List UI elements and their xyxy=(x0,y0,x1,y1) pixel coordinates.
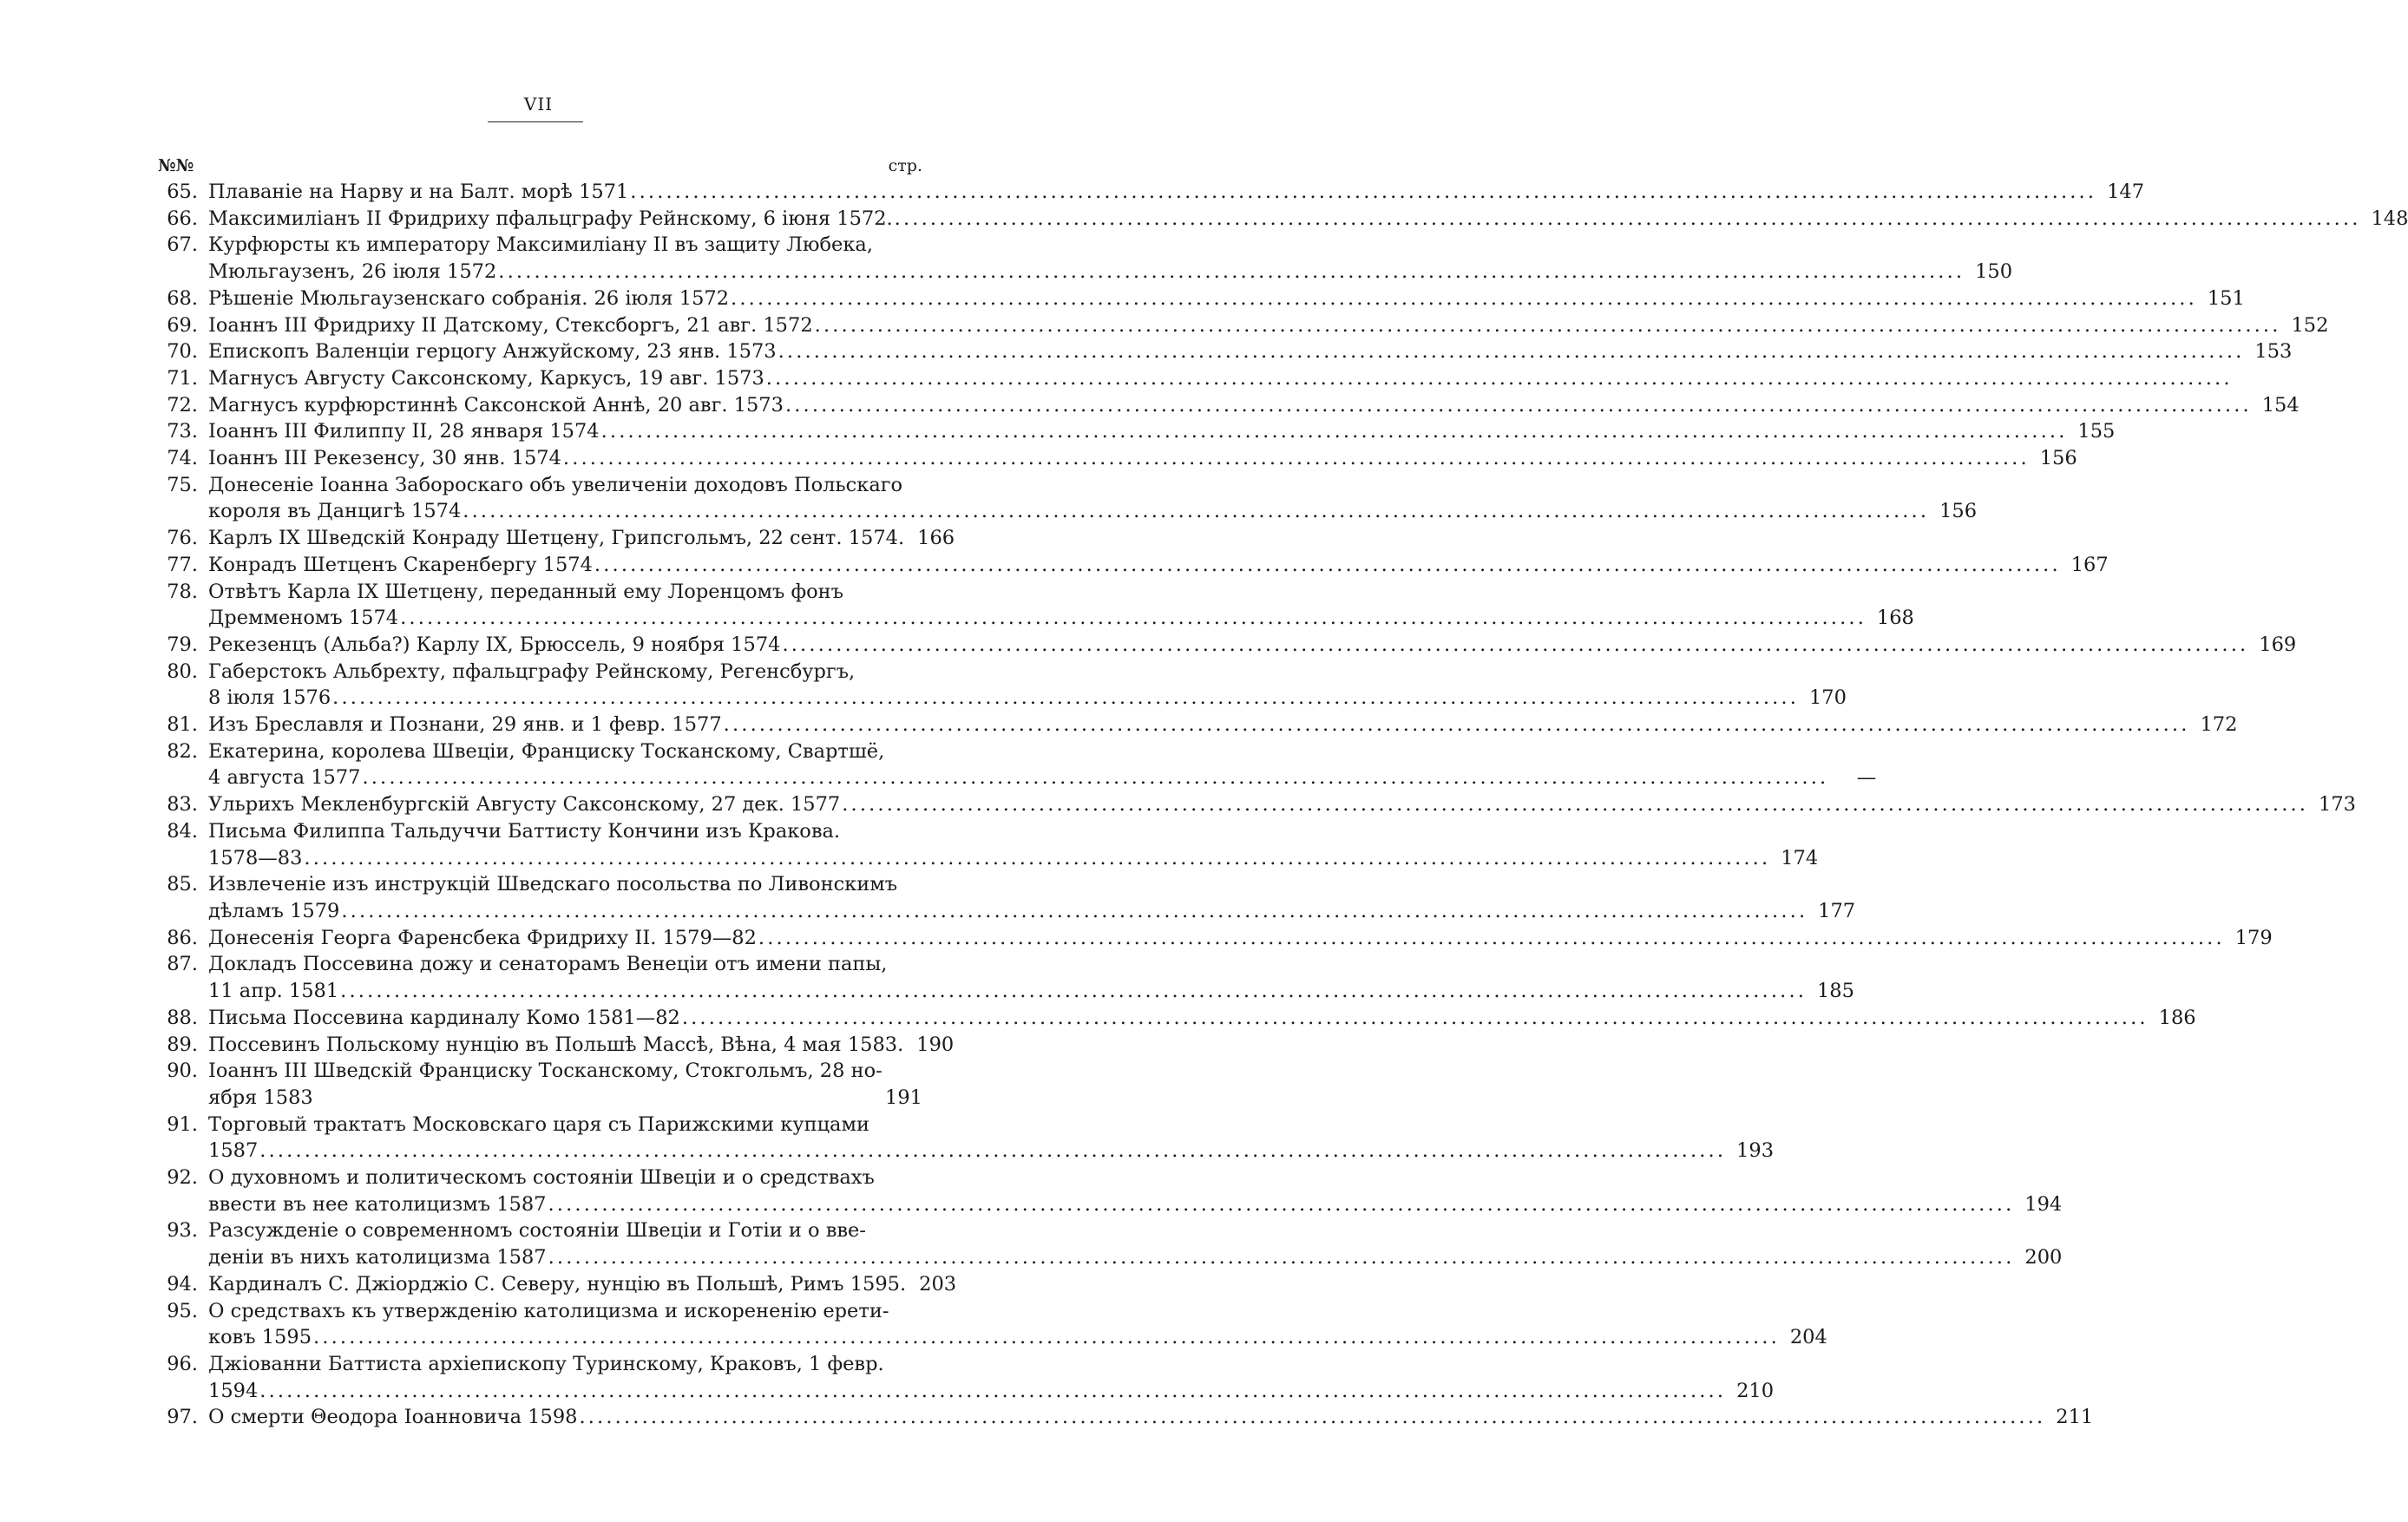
toc-entry xyxy=(156,1058,922,1111)
toc-entry xyxy=(156,285,2245,312)
dot-leader xyxy=(766,365,2228,392)
dot-leader xyxy=(815,312,2277,339)
entry-title-line: Курфюрсты къ императору Максимилiану II въ защиту Любека, xyxy=(208,233,873,257)
entry-number: 68. xyxy=(167,286,198,310)
entry-body xyxy=(208,338,2292,365)
entry-title: 11 апр. 1581 xyxy=(208,980,339,1003)
dot-leader xyxy=(785,392,2247,419)
entry-final-line xyxy=(208,1032,954,1059)
entry-title-line: Докладъ Поссевина дожу и сенаторамъ Венецiи отъ имени папы, xyxy=(208,953,888,976)
entry-final-line xyxy=(208,1138,1774,1164)
toc-entry xyxy=(156,445,2077,472)
entry-number: 78. xyxy=(167,580,198,603)
entry-final-line xyxy=(208,445,2077,472)
entry-page-number: 190 xyxy=(916,1033,955,1056)
toc-entry xyxy=(156,1005,2196,1032)
entry-body xyxy=(208,472,1977,525)
entry-final-line xyxy=(208,898,1855,925)
dot-leader xyxy=(594,552,2057,579)
entry-number: 82. xyxy=(167,739,198,763)
toc-entry xyxy=(156,392,2300,419)
dot-leader xyxy=(682,1005,2144,1032)
entry-number: 94. xyxy=(167,1272,198,1296)
entry-number: 87. xyxy=(167,953,198,976)
entry-final-line xyxy=(208,259,2012,285)
entry-page-number: 156 xyxy=(2039,447,2077,470)
entry-number: 69. xyxy=(167,313,198,337)
entry-body xyxy=(208,525,955,552)
entry-page-number: — xyxy=(1856,766,1877,790)
entry-body xyxy=(208,312,2328,339)
dot-leader xyxy=(563,445,2025,472)
toc-entry xyxy=(156,1271,957,1298)
dot-leader xyxy=(340,978,1802,1005)
entry-final-line xyxy=(208,925,2273,952)
entry-number: 86. xyxy=(167,926,198,949)
entry-title: Iоаннъ III Фридриху II Датскому, Стексборгъ, 21 авг. 1572 xyxy=(208,313,813,337)
entry-page-number: 156 xyxy=(1939,500,1978,523)
entry-body xyxy=(208,1298,1827,1351)
entry-title: денiи въ нихъ католицизма 1587 xyxy=(208,1246,547,1269)
entry-title: дѣламъ 1579 xyxy=(208,899,340,922)
entry-body xyxy=(208,1112,1774,1164)
entry-body xyxy=(208,1058,922,1111)
entry-page-number: 150 xyxy=(1975,260,2013,284)
entry-title-line: О духовномъ и политическомъ состоянiи Швецiи и о средствахъ xyxy=(208,1166,875,1190)
toc-entry xyxy=(156,206,2408,233)
dot-leader xyxy=(842,791,2304,818)
entry-title: Максимилiанъ II Фридриху пфальцграфу Рейнскому, 6 iюня 1572. xyxy=(208,207,893,230)
entry-title-line: Iоаннъ III Шведскiй Франциску Тосканскому, Стокгольмъ, 28 но- xyxy=(208,1059,882,1083)
dot-leader xyxy=(895,206,2357,233)
entry-title-line: Извлеченiе изъ инструкцiй Шведскаго посольства по Ливонскимъ xyxy=(208,873,898,896)
dot-leader xyxy=(332,685,1795,712)
entry-body xyxy=(208,579,1914,632)
entry-title-line: Отвѣтъ Карла IX Шетцену, переданный ему Лоренцомъ фонъ xyxy=(208,580,843,603)
entry-body xyxy=(208,392,2300,419)
entry-page-number: 200 xyxy=(2024,1246,2063,1269)
entry-title: Ульрихъ Мекленбургскiй Августу Саксонскому, 27 дек. 1577 xyxy=(208,793,841,817)
toc-entry xyxy=(156,1351,1775,1404)
toc-entry xyxy=(156,659,1847,712)
dot-leader xyxy=(778,338,2241,365)
entry-final-line xyxy=(208,206,2408,233)
entry-number: 67. xyxy=(167,233,198,257)
entry-page-number: 154 xyxy=(2261,393,2300,417)
toc-entry xyxy=(156,1164,2063,1217)
entry-title: 1587 xyxy=(208,1139,259,1163)
entry-final-line xyxy=(208,685,1847,712)
entry-final-line xyxy=(208,845,1818,872)
entry-final-line xyxy=(208,312,2328,339)
entry-title: ввести въ нее католицизмъ 1587 xyxy=(208,1192,547,1216)
entry-final-line xyxy=(208,1005,2196,1032)
toc-entry xyxy=(156,712,2238,738)
entry-number: 81. xyxy=(167,713,198,737)
entry-final-line xyxy=(208,1191,2062,1218)
toc-entry xyxy=(156,1032,955,1059)
entry-body xyxy=(208,1164,2062,1217)
entry-title: Магнусъ курфюрстиннѣ Саксонской Аннѣ, 20 авг. 1573 xyxy=(208,393,784,417)
entry-number: 85. xyxy=(167,873,198,896)
entry-body xyxy=(208,791,2356,818)
entry-number: 93. xyxy=(167,1219,198,1243)
entry-body xyxy=(208,445,2077,472)
entry-final-line xyxy=(208,338,2292,365)
toc-entry xyxy=(156,738,1877,791)
entry-number: 65. xyxy=(167,180,198,203)
entry-title: Рѣшенiе Мюльгаузенскаго собранiя. 26 iюля 1572 xyxy=(208,286,730,310)
entry-title: Карлъ IX Шведскiй Конраду Шетцену, Грипсгольмъ, 22 сент. 1574. xyxy=(208,527,905,550)
entry-title: Епископъ Валенцiи герцогу Анжуйскому, 23 янв. 1573 xyxy=(208,340,777,364)
entry-final-line xyxy=(208,498,1977,525)
entry-title: Дремменомъ 1574 xyxy=(208,607,399,630)
entry-body xyxy=(208,738,1876,791)
entry-number: 97. xyxy=(167,1406,198,1429)
entry-page-number: 191 xyxy=(885,1086,922,1109)
entry-page-number: 155 xyxy=(2077,420,2116,443)
entry-title: Iоаннъ III Филиппу II, 28 января 1574 xyxy=(208,420,600,443)
entry-title: 8 iюля 1576 xyxy=(208,686,331,710)
entry-title-line: Письма Филиппа Тальдуччи Баттисту Кончини изъ Кракова. xyxy=(208,819,841,843)
toc-entry xyxy=(156,232,2013,285)
entry-title: Мюльгаузенъ, 26 iюля 1572 xyxy=(208,260,497,284)
header-rule xyxy=(488,121,583,122)
dot-leader xyxy=(548,1191,2011,1218)
entry-final-line xyxy=(208,392,2300,419)
toc-entry xyxy=(156,338,2293,365)
entry-number: 79. xyxy=(167,633,198,656)
dot-leader xyxy=(782,632,2244,659)
entry-final-line xyxy=(208,712,2237,738)
entry-number: 92. xyxy=(167,1166,198,1190)
entry-body xyxy=(208,818,1818,871)
entry-final-line xyxy=(208,605,1914,632)
entry-page-number: 152 xyxy=(2291,313,2329,337)
entry-title: Донесенiя Георга Фаренсбека Фридриху II. 1579—82 xyxy=(208,926,757,949)
entry-number: 74. xyxy=(167,447,198,470)
entry-final-line xyxy=(208,1271,956,1298)
entry-final-line xyxy=(208,365,2280,392)
entry-final-line xyxy=(208,978,1854,1005)
entry-number: 77. xyxy=(167,553,198,576)
entry-title: Изъ Бреславля и Познани, 29 янв. и 1 февр. 1577 xyxy=(208,713,722,737)
entry-page-number: 204 xyxy=(1789,1326,1827,1349)
dot-leader xyxy=(341,898,1803,925)
entry-title: 1578—83 xyxy=(208,846,303,869)
entry-title: Кардиналъ С. Джiорджiо С. Северу, нунцiю въ Польшѣ, Римъ 1595. xyxy=(208,1272,907,1296)
toc-entry xyxy=(156,818,1819,871)
entry-final-line xyxy=(208,525,955,552)
dot-leader xyxy=(630,179,2092,206)
entry-number: 70. xyxy=(167,340,198,364)
entry-title: Конрадъ Шетценъ Скаренбергу 1574 xyxy=(208,553,593,576)
entry-number: 88. xyxy=(167,1006,198,1029)
toc-entry xyxy=(156,1404,2094,1431)
entry-page-number: 167 xyxy=(2070,553,2109,576)
toc-entry xyxy=(156,1217,2063,1270)
entry-title: О смерти Θеодора Iоанновича 1598 xyxy=(208,1406,578,1429)
entry-title-line: Габерстокъ Альбрехту, пфальцграфу Рейнскому, Регенсбургъ, xyxy=(208,659,856,683)
toc-entry xyxy=(156,365,922,392)
entry-body xyxy=(208,632,2296,659)
dot-leader xyxy=(498,259,1960,285)
entry-body xyxy=(208,925,2273,952)
entry-number: 75. xyxy=(167,473,198,496)
entry-page-number: 194 xyxy=(2024,1192,2063,1216)
entry-page-number: 170 xyxy=(1808,686,1847,710)
entry-page-number: 168 xyxy=(1876,607,1914,630)
entry-final-line xyxy=(208,418,2115,445)
entry-body xyxy=(208,285,2245,312)
dot-leader xyxy=(724,712,2186,738)
entry-final-line xyxy=(208,1324,1827,1351)
entry-page-number: 147 xyxy=(2107,180,2145,203)
entry-final-line xyxy=(208,1378,1774,1405)
entry-number: 91. xyxy=(167,1112,198,1136)
toc-entry xyxy=(156,1298,1827,1351)
entry-final-line xyxy=(208,632,2296,659)
entry-page-number: 186 xyxy=(2158,1006,2196,1029)
dot-leader xyxy=(400,605,1862,632)
entry-final-line xyxy=(208,285,2245,312)
entry-number: 84. xyxy=(167,819,198,843)
dot-leader xyxy=(579,1404,2041,1431)
entry-body xyxy=(208,712,2237,738)
toc-entry xyxy=(156,418,2116,445)
entry-title-line: Торговый трактатъ Московскаго царя съ Парижскими купцами xyxy=(208,1112,869,1136)
entry-page-number: 151 xyxy=(2207,286,2245,310)
entry-page-number: 185 xyxy=(1816,980,1854,1003)
entry-body xyxy=(208,1032,954,1059)
entry-number: 83. xyxy=(167,793,198,817)
entry-body xyxy=(208,1271,956,1298)
toc-entry xyxy=(156,579,1914,632)
dot-leader xyxy=(548,1244,2011,1271)
toc-entry xyxy=(156,312,2329,339)
entry-number: 72. xyxy=(167,393,198,417)
entry-number: 89. xyxy=(167,1033,198,1056)
dot-leader xyxy=(463,498,1925,525)
entry-body xyxy=(208,1351,1774,1404)
entry-title-line: Разсужденiе о современномъ состоянiи Швецiи и Готiи и о вве- xyxy=(208,1219,866,1243)
entry-page-number: 148 xyxy=(2371,207,2408,230)
page-column-heading: стр. xyxy=(888,156,922,175)
entry-final-line xyxy=(208,1404,2093,1431)
entry-number: 80. xyxy=(167,659,198,683)
entry-title: 1594 xyxy=(208,1379,259,1402)
entry-body xyxy=(208,232,2012,285)
entry-final-line xyxy=(208,791,2356,818)
entry-body xyxy=(208,206,2408,233)
entry-title: Поссевинъ Польскому нунцiю въ Польшѣ Массѣ, Вѣна, 4 мая 1583. xyxy=(208,1033,904,1056)
toc-entry xyxy=(156,1112,1775,1164)
entry-page-number: 203 xyxy=(919,1272,957,1296)
entry-body xyxy=(208,418,2115,445)
dot-leader xyxy=(259,1138,1722,1164)
entry-page-number: 169 xyxy=(2259,633,2297,656)
toc-entry xyxy=(156,925,2273,952)
entry-title: короля въ Данцигѣ 1574 xyxy=(208,500,462,523)
toc-entry xyxy=(156,525,955,552)
toc-entry xyxy=(156,632,2297,659)
entry-number: 76. xyxy=(167,527,198,550)
entry-title: ября 1583 xyxy=(208,1086,313,1109)
entry-page-number: 166 xyxy=(917,527,955,550)
toc-entry xyxy=(156,552,2109,579)
dot-leader xyxy=(259,1378,1722,1405)
entry-body xyxy=(208,552,2109,579)
number-column-heading: №№ xyxy=(158,156,194,175)
entry-page-number: 179 xyxy=(2234,926,2273,949)
toc-entry xyxy=(156,951,1854,1004)
entry-title: Магнусъ Августу Саксонскому, Каркусъ, 19 авг. 1573 xyxy=(208,366,764,390)
page-number: VII xyxy=(523,94,554,115)
entry-title: ковъ 1595 xyxy=(208,1326,312,1349)
entry-number: 90. xyxy=(167,1059,198,1083)
entry-body xyxy=(208,951,1854,1004)
table-of-contents xyxy=(156,179,2408,1431)
entry-number: 96. xyxy=(167,1352,198,1375)
toc-entry xyxy=(156,791,2356,818)
dot-leader xyxy=(304,845,1766,872)
entry-final-line xyxy=(208,179,2144,206)
entry-page-number: 177 xyxy=(1818,899,1856,922)
entry-number: 71. xyxy=(167,366,198,390)
entry-number: 66. xyxy=(167,207,198,230)
entry-page-number: 174 xyxy=(1781,846,1819,869)
dot-leader xyxy=(731,285,2193,312)
dot-leader xyxy=(362,764,1824,791)
entry-body xyxy=(208,1005,2196,1032)
entry-body xyxy=(208,1217,2062,1270)
dot-leader xyxy=(313,1324,1775,1351)
entry-number: 73. xyxy=(167,420,198,443)
entry-final-line xyxy=(208,1085,922,1112)
entry-title: Iоаннъ III Рекезенсу, 30 янв. 1574 xyxy=(208,447,561,470)
dot-leader xyxy=(601,418,2064,445)
entry-final-line xyxy=(208,552,2109,579)
entry-title-line: О средствахъ къ утвержденiю католицизма и искорененiю ерети- xyxy=(208,1299,889,1322)
entry-final-line xyxy=(208,1244,2062,1271)
entry-title-line: Екатерина, королева Швецiи, Франциску Тосканскому, Свартшё, xyxy=(208,739,885,763)
entry-body xyxy=(208,365,2280,392)
entry-title-line: Донесенiе Iоанна Забороскаго объ увеличенiи доходовъ Польскаго xyxy=(208,473,903,496)
entry-page-number: 211 xyxy=(2056,1406,2094,1429)
entry-title: 4 августа 1577 xyxy=(208,766,361,790)
entry-title: Рекезенцъ (Альба?) Карлу IX, Брюссель, 9 ноября 1574 xyxy=(208,633,781,656)
entry-page-number: 173 xyxy=(2319,793,2356,817)
entry-title: Письма Поссевина кардиналу Комо 1581—82 xyxy=(208,1006,680,1029)
entry-body xyxy=(208,179,2144,206)
entry-body xyxy=(208,871,1855,924)
entry-body xyxy=(208,659,1847,712)
entry-page-number: 193 xyxy=(1736,1139,1775,1163)
toc-entry xyxy=(156,472,1978,525)
entry-page-number: 153 xyxy=(2254,340,2293,364)
entry-body xyxy=(208,1404,2093,1431)
dot-leader xyxy=(758,925,2221,952)
entry-page-number: 172 xyxy=(2200,713,2238,737)
entry-number: 95. xyxy=(167,1299,198,1322)
entry-page-number: 210 xyxy=(1736,1379,1775,1402)
entry-final-line xyxy=(208,764,1876,791)
entry-title: Плаванiе на Нарву и на Балт. морѣ 1571 xyxy=(208,180,629,203)
toc-entry xyxy=(156,871,1856,924)
entry-title-line: Джiованни Баттиста архiепископу Туринскому, Краковъ, 1 февр. xyxy=(208,1352,884,1375)
toc-entry xyxy=(156,179,2145,206)
